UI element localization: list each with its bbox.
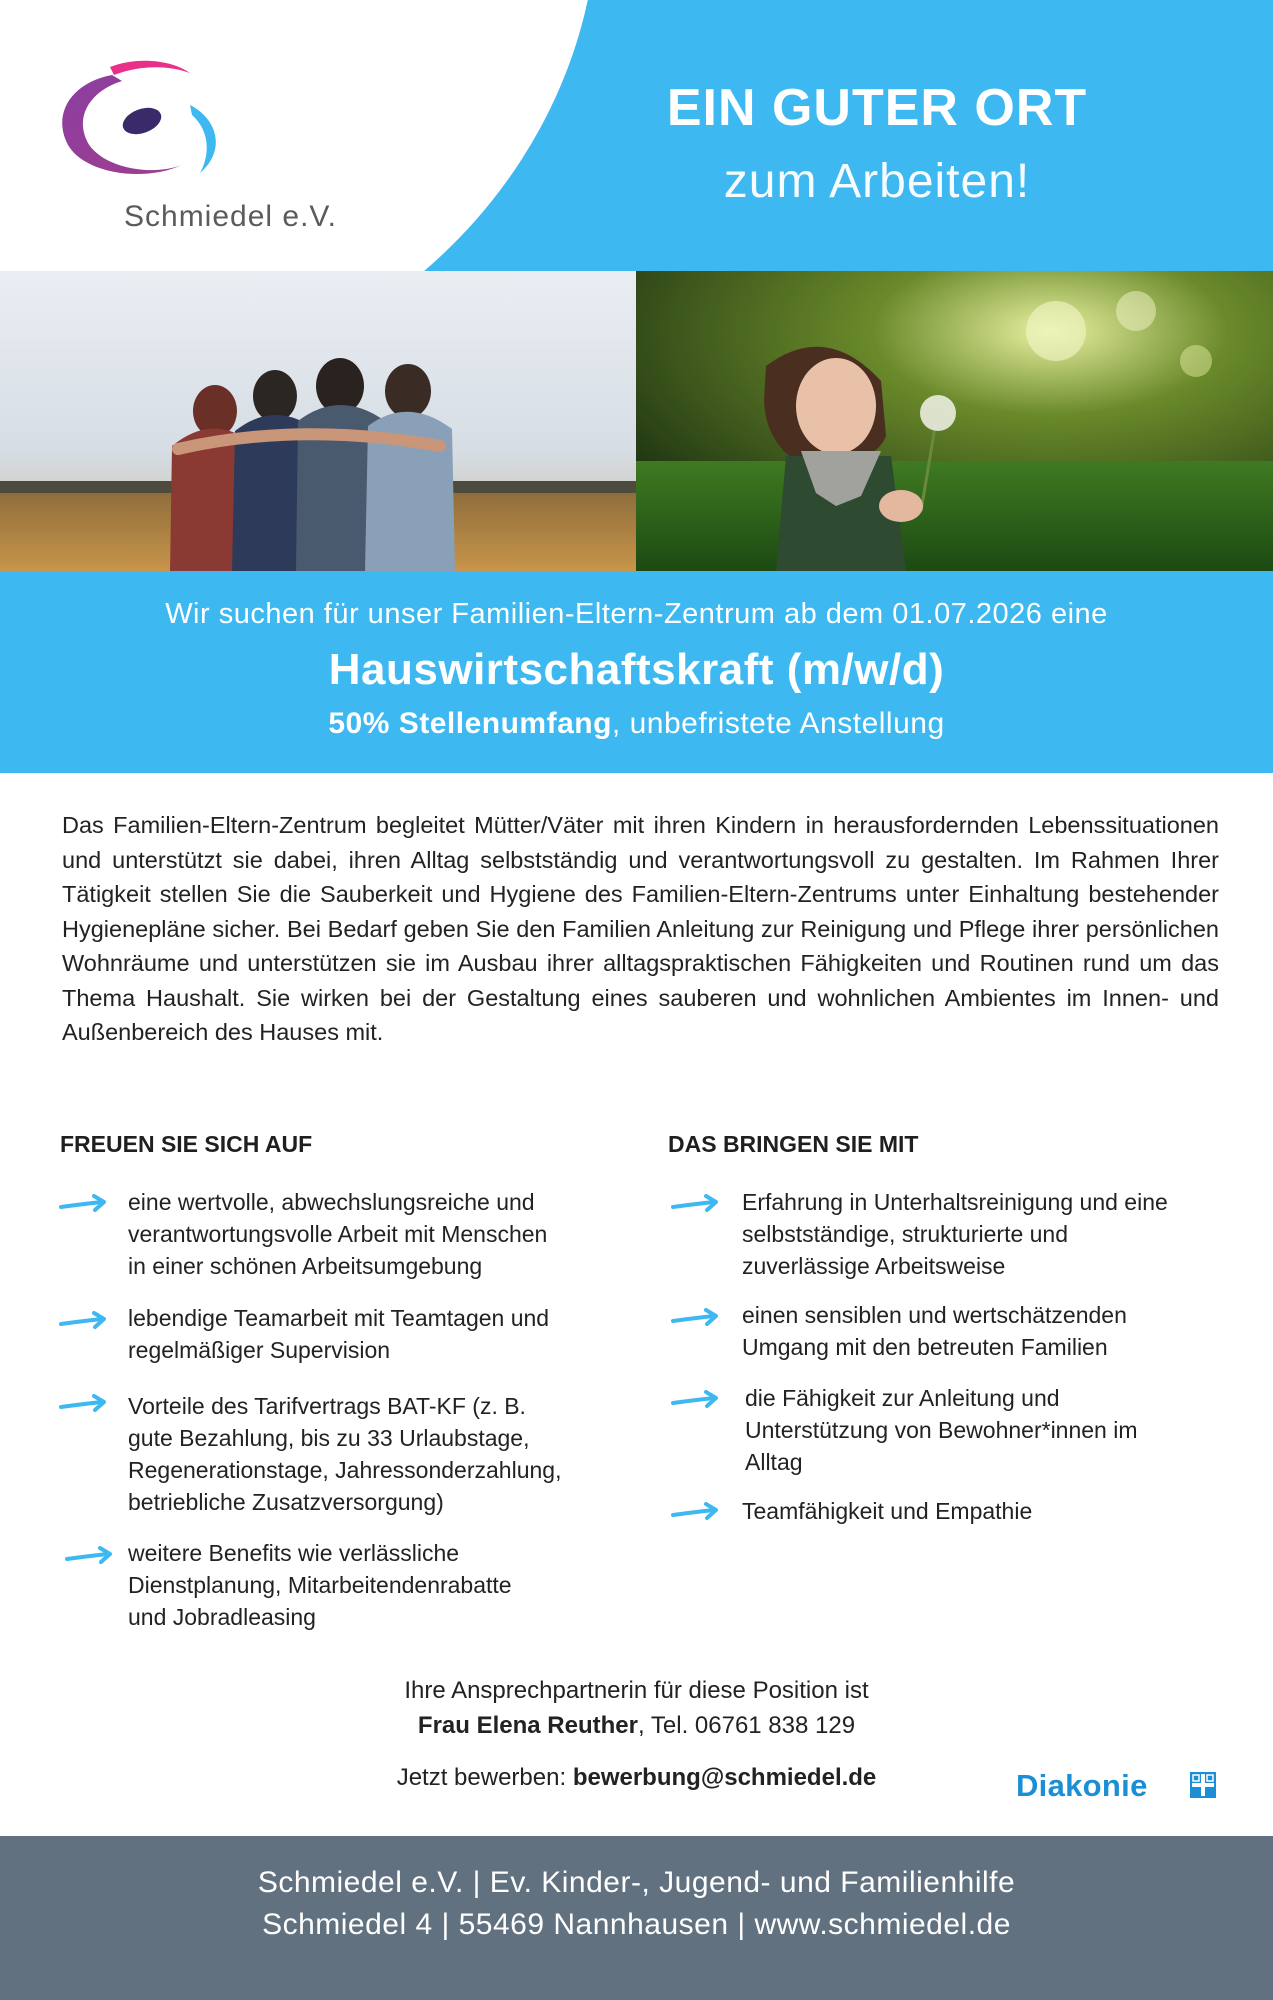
requirement-line: einen sensiblen und wertschätzenden: [742, 1302, 1127, 1328]
schmiedel-logo-icon: [50, 55, 240, 185]
benefit-line: lebendige Teamarbeit mit Teamtagen und: [128, 1305, 550, 1331]
arrow-right-icon: [670, 1502, 722, 1524]
benefit-line: und Jobradleasing: [128, 1604, 316, 1630]
benefit-line: Vorteile des Tarifvertrags BAT-KF (z. B.: [128, 1393, 526, 1419]
arrow-right-icon: [58, 1394, 110, 1416]
requirement-item: [742, 1299, 1127, 1363]
requirement-line: Umgang mit den betreuten Familien: [742, 1334, 1108, 1360]
benefit-line: weitere Benefits wie verlässliche: [128, 1540, 460, 1566]
requirement-line: Teamfähigkeit und Empathie: [742, 1498, 1033, 1524]
benefit-item: [128, 1302, 549, 1366]
photo-girl-dandelion: [636, 271, 1273, 571]
job-title: Hauswirtschaftskraft (m/w/d): [328, 645, 945, 694]
contact-person: [0, 1712, 1273, 1740]
requirement-line: zuverlässige Arbeitsweise: [742, 1253, 1006, 1279]
benefit-line: gute Bezahlung, bis zu 33 Urlaubstage,: [128, 1425, 530, 1451]
requirement-item: [745, 1382, 1138, 1478]
diakonie-cross-icon: [1190, 1772, 1216, 1798]
contact-phone[interactable]: , Tel. 06761 838 129: [637, 1712, 856, 1739]
benefit-line: Dienstplanung, Mitarbeitendenrabatte: [128, 1572, 512, 1598]
arrow-right-icon: [670, 1194, 722, 1216]
headline: [617, 78, 1137, 209]
job-description: Das Familien-Eltern-Zentrum begleitet Mütter/Väter mit ihren Kindern in herausfordernden Lebenssituationen und unterstützt sie dabei, ihren Alltag selbstständig und verantwortungsvoll zu gestalten. Im Rahmen Ihrer Tätigkeit stellen Sie die Sauberkeit und Hygiene des Familien-Eltern-Zentrums unter Einhaltung bestehender Hygienepläne sicher. Bei Bedarf geben Sie den Familien Anleitung zur Reinigung und Pflege ihrer persönlichen Wohnräume und unterstützen sie im Ausbau ihrer alltagspraktischen Fähigkeiten und Routinen rund um das Thema Haushalt. Sie wirken bei der Gestaltung eines sauberen und wohnlichen Ambientes im Innen- und Außenbereich des Hauses mit.: [62, 812, 1219, 1045]
benefits-heading: FREUEN SIE SICH AUF: [60, 1131, 313, 1157]
benefit-line: regelmäßiger Supervision: [128, 1337, 391, 1363]
requirement-line: Unterstützung von Bewohner*innen im: [745, 1417, 1138, 1443]
arrow-right-icon: [64, 1546, 116, 1568]
job-scope-bold: 50% Stellenumfang: [328, 707, 612, 740]
apply-label: Jetzt bewerben:: [396, 1764, 573, 1791]
apply-email-link[interactable]: bewerbung@schmiedel.de: [572, 1764, 877, 1791]
requirement-line: die Fähigkeit zur Anleitung und: [745, 1385, 1060, 1411]
requirement-item: [742, 1495, 1032, 1527]
requirement-line: Erfahrung in Unterhaltsreinigung und eine: [742, 1189, 1168, 1215]
photo-group-hug: [0, 271, 636, 571]
benefit-item: [128, 1186, 547, 1282]
benefit-line: eine wertvolle, abwechslungsreiche und: [128, 1189, 535, 1215]
benefit-item: [128, 1390, 561, 1518]
job-banner: [0, 572, 1273, 773]
logo-text: Schmiedel e.V.: [124, 200, 338, 233]
contact-intro: Ihre Ansprechpartnerin für diese Position ist: [404, 1677, 869, 1704]
footer-address-line[interactable]: Schmiedel 4 | 55469 Nannhausen | www.schmiedel.de: [262, 1908, 1011, 1941]
contact-name: Frau Elena Reuther: [417, 1712, 638, 1739]
arrow-right-icon: [58, 1194, 110, 1216]
diakonie-logo-text: Diakonie: [1016, 1768, 1148, 1803]
requirement-line: selbstständige, strukturierte und: [742, 1221, 1069, 1247]
headline-sub: zum Arbeiten!: [723, 155, 1031, 208]
job-scope: [0, 707, 1273, 741]
header-banner: [0, 0, 1273, 572]
requirement-line: Alltag: [745, 1449, 803, 1475]
benefit-line: betriebliche Zusatzversorgung): [128, 1489, 444, 1515]
benefit-line: verantwortungsvolle Arbeit mit Menschen: [128, 1221, 548, 1247]
footer: [0, 1836, 1273, 2000]
requirements-heading: DAS BRINGEN SIE MIT: [668, 1131, 919, 1157]
arrow-right-icon: [670, 1308, 722, 1330]
headline-main: EIN GUTER ORT: [666, 79, 1088, 137]
footer-org-line: Schmiedel e.V. | Ev. Kinder-, Jugend- und Familienhilfe: [257, 1866, 1016, 1899]
arrow-right-icon: [58, 1311, 110, 1333]
benefit-item: [128, 1537, 512, 1633]
benefit-line: Regenerationstage, Jahressonderzahlung,: [128, 1457, 562, 1483]
job-intro: Wir suchen für unser Familien-Eltern-Zentrum ab dem 01.07.2026 eine: [165, 598, 1108, 630]
job-scope-rest: , unbefristete Anstellung: [611, 707, 945, 740]
benefit-line: in einer schönen Arbeitsumgebung: [128, 1253, 483, 1279]
requirement-item: [742, 1186, 1168, 1282]
arrow-right-icon: [670, 1390, 722, 1412]
